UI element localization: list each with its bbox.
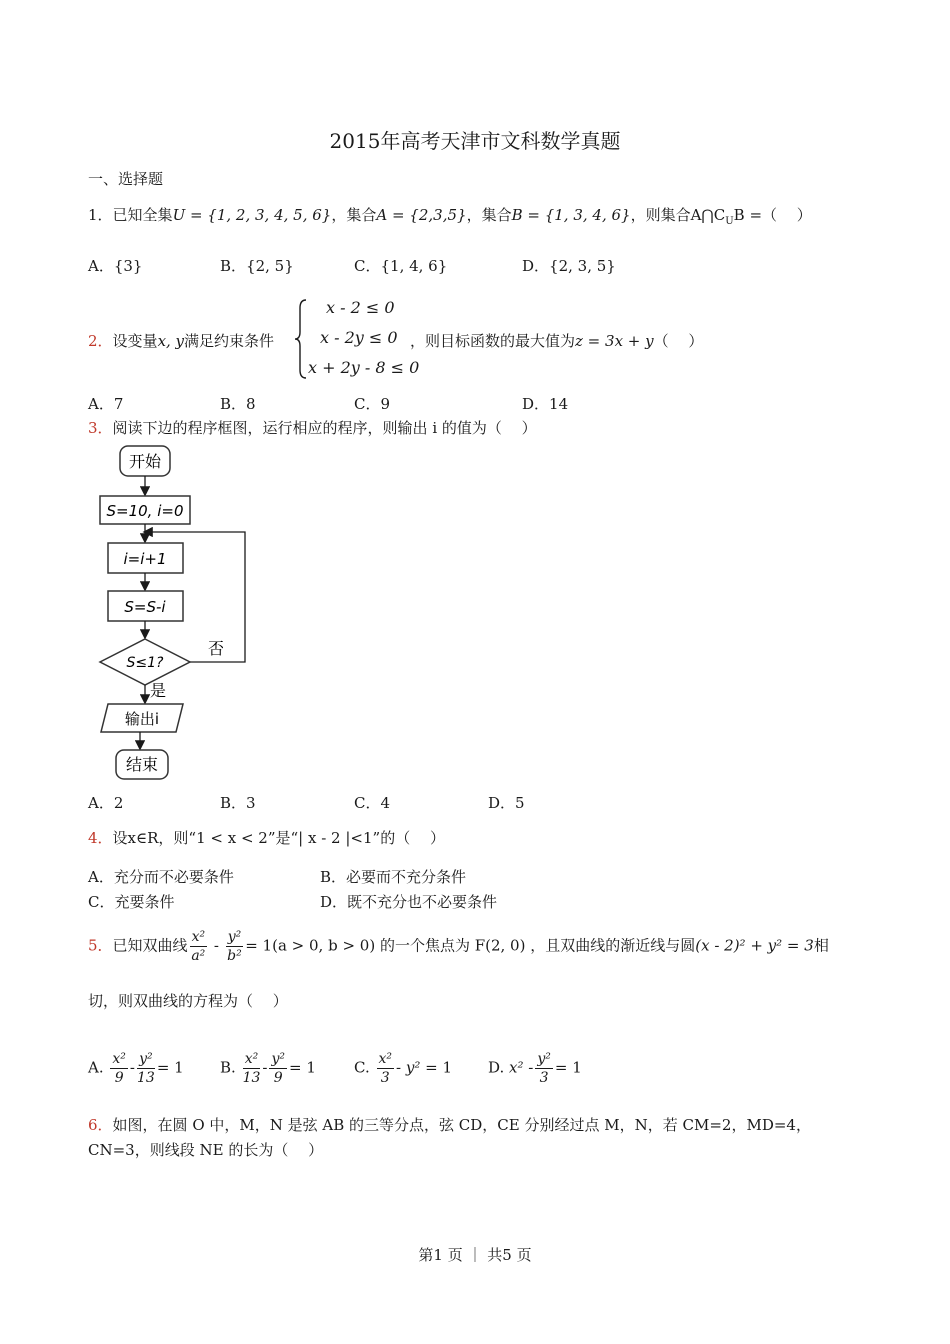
flow-step1-label: i=i+1 [123, 550, 167, 568]
q5-frac-x [190, 928, 208, 965]
question-6 [88, 1114, 811, 1135]
q1-number: 1． [88, 206, 113, 224]
q2-text: 满足约束条件 [184, 332, 275, 350]
option-label: C. [354, 1058, 370, 1077]
q1-text: ，集合 [331, 206, 377, 224]
q4-text: 设x∈R，则“1 < x < 2”是“| x - 2 |<1”的（ ） [112, 829, 445, 847]
constraint-2: x - 2y ≤ 0 [320, 328, 398, 347]
q1-b-set: B = {1, 3, 4, 6} [511, 206, 631, 224]
option-tail: = 1 [554, 1058, 582, 1077]
frac-num: y² [537, 1051, 551, 1067]
option: C．{1, 4, 6} [354, 257, 448, 275]
option: A．充分而不必要条件 [88, 868, 234, 886]
system-brace [294, 298, 308, 380]
q6-text: 如图，在圆 O 中，M，N 是弦 AB 的三等分点，弦 CD，CE 分别经过点 M，N，若 CM=2，MD=4， [112, 1116, 811, 1134]
frac-den: 13 [242, 1070, 261, 1086]
q5-option-b: B. $\frac{\text{x²}}{13}$ - $\frac{\text{y²}}{9}$ = 1 [220, 1051, 316, 1086]
option-mid: - y² [396, 1058, 421, 1077]
q2-text: 设变量 [112, 332, 158, 350]
frac-num: y² [271, 1051, 286, 1067]
q5-option-a: A. $\frac{\text{x²}}{9}$ - $\frac{\text{y²}}{13}$ = 1 [88, 1051, 184, 1086]
flow-start-label: 开始 [128, 452, 162, 471]
flow-init-label: S=10, i=0 [106, 502, 184, 520]
q5-text: = 1(a > 0, b > 0) 的一个焦点为 F(2, 0) ，且双曲线的渐近线与圆 [245, 936, 696, 955]
question-4 [88, 827, 445, 848]
page-title: 2015年高考天津市文科数学真题 [329, 129, 621, 153]
frac-den: 13 [136, 1070, 155, 1086]
question-1 [88, 204, 812, 227]
question-3 [88, 417, 537, 438]
question-5: 5．已知双曲线 $\frac{\text{x²}}{\text{a²}}$ - $\frac{\text{y²}}{\text{b²}}$ = 1(a > 0, b > 0) 的一个焦点为 F(2, 0) ，且双曲线的渐近线与圆(x - 2)² + y² = 3相 [88, 929, 829, 964]
option: C．4 [354, 794, 391, 812]
frac-num: x² [378, 1051, 393, 1067]
option: D．{2, 3, 5} [522, 257, 616, 275]
option-label: D. [488, 1058, 505, 1077]
q5-frac-y [226, 928, 244, 965]
q5-frac-num: x² [191, 929, 206, 945]
option: C．9 [354, 395, 391, 413]
option: B．必要而不充分条件 [320, 868, 467, 886]
q5-frac-den: b² [227, 948, 242, 964]
flow-end-label: 结束 [125, 755, 159, 774]
question-2 [88, 330, 274, 351]
q5-frac-den: a² [191, 948, 206, 964]
q2-number: 2． [88, 332, 113, 350]
q5-number: 5． [88, 936, 113, 955]
q1-text: 已知全集 [112, 206, 173, 224]
q5-frac-num: y² [227, 929, 242, 945]
q5-text: 相 [813, 936, 829, 955]
frac-num: x² [243, 1050, 261, 1069]
option: D．既不充分也不必要条件 [320, 893, 498, 911]
q2-objective: z = 3x + y [575, 332, 654, 350]
frac-num: x² [112, 1051, 126, 1067]
frac-den: 3 [380, 1070, 390, 1086]
option-tail: = 1 [425, 1058, 453, 1077]
option: B．{2, 5} [220, 257, 294, 275]
frac-den: 9 [114, 1070, 124, 1086]
q6-line2: CN=3，则线段 NE 的长为（ ） [88, 1141, 324, 1159]
page-footer: 第1 页 ｜ 共5 页 [418, 1246, 532, 1264]
option: D．14 [522, 395, 569, 413]
q1-expr: A⋂C [690, 206, 726, 224]
option-label: A. [88, 1058, 104, 1077]
q2-text: ，则目标函数的最大值为 [410, 332, 576, 350]
q5-option-c [354, 1050, 452, 1087]
q5-line2: 切，则双曲线的方程为（ ） [88, 992, 288, 1010]
q6-number: 6． [88, 1116, 113, 1134]
option: A．2 [88, 794, 124, 812]
flow-no-label: 否 [208, 639, 225, 658]
option: A．7 [88, 395, 124, 413]
q5-option-d [488, 1050, 582, 1087]
option-pre: x² - [509, 1058, 534, 1077]
option-tail: = 1 [289, 1058, 316, 1077]
flowchart [96, 444, 256, 784]
flow-decision-label: S≤1? [126, 655, 164, 671]
section-heading: 一、选择题 [88, 170, 164, 188]
q2-paren: （ ） [653, 332, 704, 350]
frac-num: y² [137, 1050, 155, 1069]
frac-den: 3 [539, 1070, 549, 1086]
q3-text: 阅读下边的程序框图，运行相应的程序，则输出 i 的值为（ ） [112, 419, 537, 437]
constraint-1: x - 2 ≤ 0 [326, 298, 395, 317]
q1-u-set: U = {1, 2, 3, 4, 5, 6} [172, 206, 332, 224]
q4-number: 4． [88, 829, 113, 847]
q1-text: ，则集合 [630, 206, 691, 224]
flow-step2-label: S=S-i [124, 598, 166, 616]
flow-yes-label: 是 [150, 681, 167, 700]
flow-output-label: 输出i [124, 710, 160, 728]
option: C．充要条件 [88, 893, 175, 911]
q5-text: 已知双曲线 [112, 936, 188, 955]
constraint-3: x + 2y - 8 ≤ 0 [308, 358, 420, 377]
option: B．3 [220, 794, 256, 812]
option: D．5 [488, 794, 525, 812]
q1-a-set: A = {2,3,5} [376, 206, 467, 224]
q5-circle: (x - 2)² + y² = 3 [695, 936, 814, 955]
frac-den: 9 [273, 1070, 283, 1086]
option: B．8 [220, 395, 256, 413]
q2-objective-line [410, 330, 703, 351]
q1-sub: U [725, 216, 734, 227]
option-label: B. [220, 1058, 236, 1077]
q1-expr-end: B =（ ） [733, 206, 812, 224]
q2-vars: x, y [157, 332, 185, 350]
q3-number: 3． [88, 419, 113, 437]
q1-text: ，集合 [466, 206, 512, 224]
option: A．{3} [88, 257, 143, 275]
option-tail: = 1 [156, 1058, 184, 1077]
